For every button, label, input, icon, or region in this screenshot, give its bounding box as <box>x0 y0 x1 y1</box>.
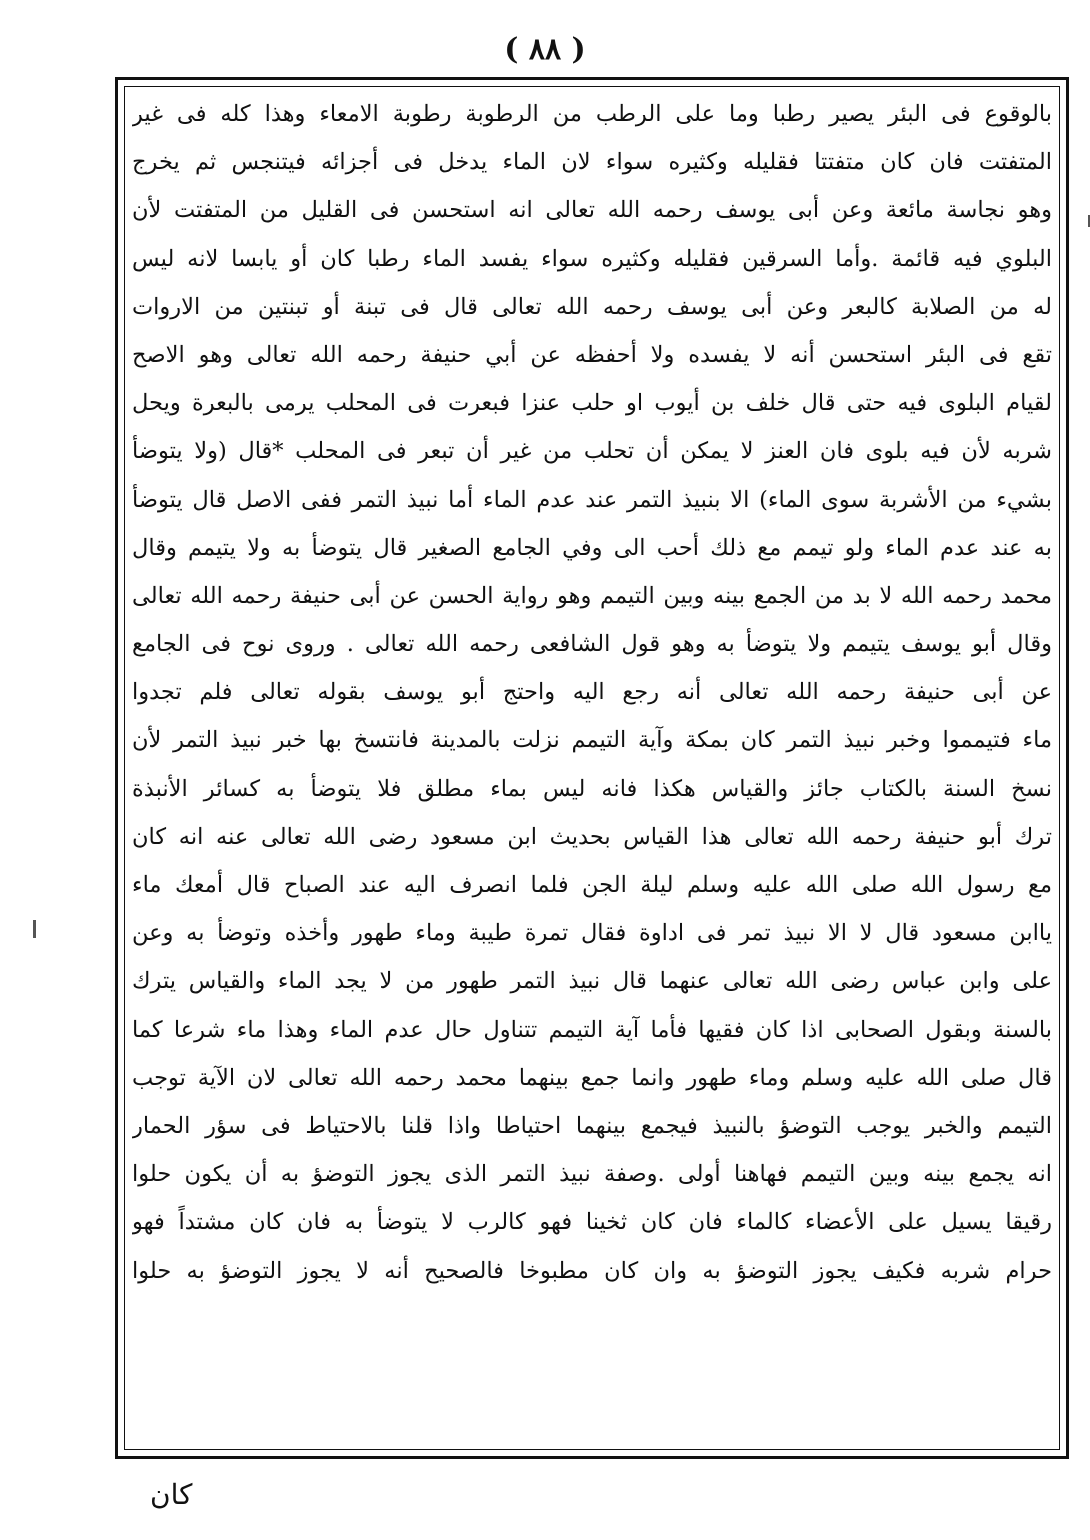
text-body <box>132 90 1052 1440</box>
text-line: المتفتت فان كان متفتتا فقليله وكثيره سواء لان الماء يدخل فى أجزائه فيتنجس ثم يخرج <box>132 149 1052 176</box>
text-line: له من الصلابة كالبعر وعن أبى يوسف رحمه الله تعالى قال فى تبنة أو تبنتين من الاروات <box>132 293 1052 320</box>
text-line: به عند عدم الماء ولو تيمم مع ذلك أحب الى وفي الجامع الصغير قال يتوضأ به ولا يتيمم وقال <box>132 534 1052 561</box>
text-line: محمد رحمه الله لا بد من الجمع بينه وبين التيمم وهو رواية الحسن عن أبى حنيفة رحمه الله تعالى <box>132 582 1052 609</box>
text-line: بشيء من الأشربة سوى الماء) الا بنبيذ التمر عند عدم الماء أما نبيذ التمر ففى الاصل قال يتوضأ <box>132 486 1052 513</box>
margin-mark-left <box>33 920 36 938</box>
text-line: انه يجمع بينه وبين التيمم فهاهنا أولى .وصفة نبيذ التمر الذى يجوز التوضؤ به أن يكون حلوا <box>132 1161 1052 1188</box>
text-line: على وابن عباس رضى الله تعالى عنهما قال نبيذ التمر طهور من لا يجد الماء والقياس يترك <box>132 968 1052 995</box>
text-line: شربه لأن فيه بلوى فان العنز لا يمكن أن تحلب من غير أن تبعر فى المحلب *قال (ولا يتوضأ <box>132 438 1052 465</box>
text-line: ياابن مسعود قال لا الا نبيذ تمر فى اداوة فقال تمرة طيبة وماء طهور وأخذه وتوضأ به وعن <box>132 920 1052 947</box>
text-line: البلوي فيه قائمة .وأما السرقين فقليله وكثيره سواء يفسد الماء رطبا كان أو يابسا لانه ليس <box>132 245 1052 272</box>
text-line: التيمم والخبر يوجب التوضؤ بالنبيذ فيجمع بينهما احتياطا واذا قلنا بالاحتياط فى سؤر الحمار <box>132 1112 1052 1139</box>
page-number: ( ٨٨ ) <box>504 32 586 67</box>
text-line: قال صلى الله عليه وسلم وماء طهور وانما جمع بينهما محمد رحمه الله تعالى لان الآية توجب <box>132 1064 1052 1091</box>
catchword: كان <box>150 1478 193 1511</box>
text-line: نسخ السنة بالكتاب جائز والقياس هكذا فانه ليس بماء مطلق فلا يتوضأ به كسائر الأنبذة <box>132 775 1052 802</box>
text-line: ترك أبو حنيفة رحمه الله تعالى هذا القياس بحديث ابن مسعود رضى الله تعالى عنه انه كان <box>132 823 1052 850</box>
text-line: رقيقا يسيل على الأعضاء كالماء فان كان ثخينا فهو كالرب لا يتوضأ به فان كان مشتداً فهو <box>132 1209 1052 1236</box>
text-line: ماء فتيمموا وخبر نبيذ التمر كان بمكة وآية التيمم نزلت بالمدينة فانتسخ بها خبر نبيذ التمر لأن <box>132 727 1052 754</box>
text-line: تقع فى البئر استحسن أنه لا يفسده ولا أحفظه عن أبي حنيفة رحمه الله تعالى وهو الاصح <box>132 341 1052 368</box>
text-line: وهو نجاسة مائعة وعن أبى يوسف رحمه الله تعالى انه استحسن فى القليل من المتفتت لأن <box>132 197 1052 224</box>
text-line: حرام شربه فكيف يجوز التوضؤ به وان كان مطبوخا فالصحيح أنه لا يجوز التوضؤ به حلوا <box>132 1257 1052 1284</box>
text-line: بالسنة وبقول الصحابى اذا كان فقيها فأما آية التيمم تتناول حال عدم الماء وهذا ماء شرعا كما <box>132 1016 1052 1043</box>
text-line: بالوقوع فى البئر يصير رطبا وما على الرطب من الرطوبة رطوبة الامعاء وهذا كله فى غير <box>132 101 1052 127</box>
text-line: عن أبى حنيفة رحمه الله تعالى أنه رجع اليه واحتج أبو يوسف بقوله تعالى فلم تجدوا <box>132 679 1052 706</box>
text-line: مع رسول الله صلى الله عليه وسلم ليلة الجن فلما انصرف اليه عند الصباح قال أمعك ماء <box>132 872 1052 898</box>
text-line: وقال أبو يوسف يتيمم ولا يتوضأ به وهو قول الشافعى رحمه الله تعالى . وروى نوح فى الجامع <box>132 631 1052 658</box>
text-line: لقيام البلوى فيه حتى قال خلف بن أيوب او حلب عنزا فبعرت فى المحلب يرمى بالبعرة ويحل <box>132 390 1052 417</box>
